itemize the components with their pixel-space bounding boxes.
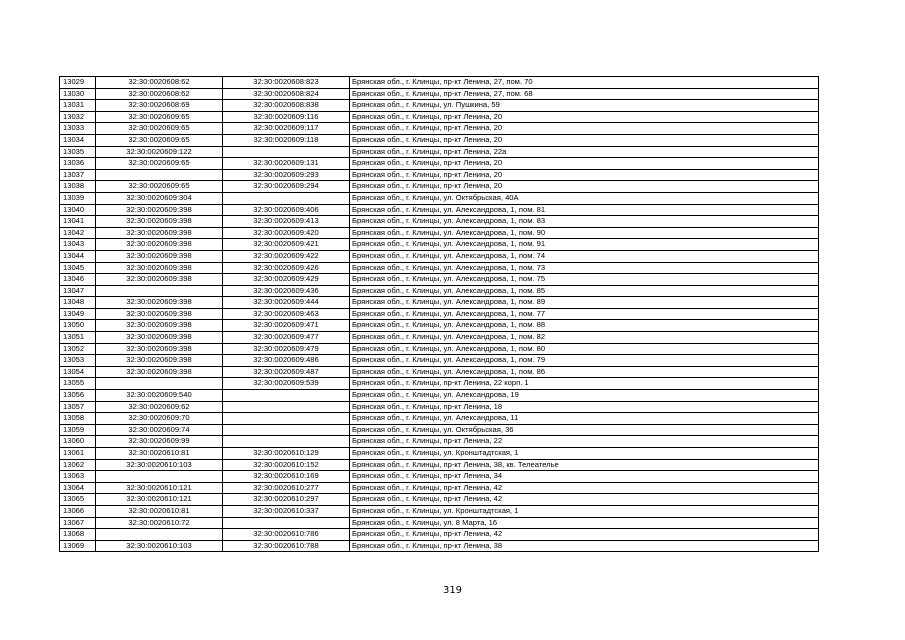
address-cell: Брянская обл., г. Клинцы, ул. Кронштадтская, 1 xyxy=(350,448,819,460)
address-cell: Брянская обл., г. Клинцы, пр-кт Ленина, 42 xyxy=(350,482,819,494)
address-cell: Брянская обл., г. Клинцы, пр-кт Ленина, 38, кв. Телеателье xyxy=(350,459,819,471)
record-number-cell: 13069 xyxy=(60,540,96,552)
address-cell: Брянская обл., г. Клинцы, ул. Александрова, 11 xyxy=(350,413,819,425)
object-cadastral-number-cell: 32:30:0020610:337 xyxy=(223,505,350,517)
registry-table xyxy=(59,76,819,552)
object-cadastral-number-cell: 32:30:0020609:429 xyxy=(223,274,350,286)
record-number-cell: 13063 xyxy=(60,471,96,483)
record-number-cell: 13033 xyxy=(60,123,96,135)
record-number-cell: 13035 xyxy=(60,146,96,158)
parcel-cadastral-number-cell: 32:30:0020608:62 xyxy=(96,88,223,100)
object-cadastral-number-cell: 32:30:0020609:539 xyxy=(223,378,350,390)
table-row xyxy=(60,355,819,367)
address-cell: Брянская обл., г. Клинцы, пр-кт Ленина, 20 xyxy=(350,134,819,146)
table-row xyxy=(60,332,819,344)
parcel-cadastral-number-cell: 32:30:0020610:81 xyxy=(96,505,223,517)
address-cell: Брянская обл., г. Клинцы, ул. Александрова, 1, пом. 73 xyxy=(350,262,819,274)
parcel-cadastral-number-cell: 32:30:0020610:81 xyxy=(96,448,223,460)
address-cell: Брянская обл., г. Клинцы, ул. Александрова, 1, пом. 85 xyxy=(350,285,819,297)
object-cadastral-number-cell: 32:30:0020609:477 xyxy=(223,332,350,344)
object-cadastral-number-cell: 32:30:0020609:406 xyxy=(223,204,350,216)
parcel-cadastral-number-cell: 32:30:0020609:65 xyxy=(96,111,223,123)
table-row xyxy=(60,227,819,239)
table-row xyxy=(60,239,819,251)
object-cadastral-number-cell xyxy=(223,192,350,204)
address-cell: Брянская обл., г. Клинцы, ул. 8 Марта, 16 xyxy=(350,517,819,529)
parcel-cadastral-number-cell: 32:30:0020609:70 xyxy=(96,413,223,425)
record-number-cell: 13037 xyxy=(60,169,96,181)
table-row xyxy=(60,517,819,529)
object-cadastral-number-cell: 32:30:0020610:788 xyxy=(223,540,350,552)
address-cell: Брянская обл., г. Клинцы, пр-кт Ленина, 20 xyxy=(350,123,819,135)
table-row xyxy=(60,471,819,483)
address-cell: Брянская обл., г. Клинцы, ул. Александрова, 1, пом. 75 xyxy=(350,274,819,286)
record-number-cell: 13042 xyxy=(60,227,96,239)
parcel-cadastral-number-cell: 32:30:0020609:122 xyxy=(96,146,223,158)
table-row xyxy=(60,274,819,286)
address-cell: Брянская обл., г. Клинцы, пр-кт Ленина, 42 xyxy=(350,529,819,541)
table-row xyxy=(60,297,819,309)
record-number-cell: 13056 xyxy=(60,390,96,402)
address-cell: Брянская обл., г. Клинцы, ул. Александрова, 19 xyxy=(350,390,819,402)
table-row xyxy=(60,413,819,425)
object-cadastral-number-cell xyxy=(223,390,350,402)
address-cell: Брянская обл., г. Клинцы, ул. Александрова, 1, пом. 90 xyxy=(350,227,819,239)
record-number-cell: 13051 xyxy=(60,332,96,344)
table-row xyxy=(60,390,819,402)
table-row xyxy=(60,308,819,320)
parcel-cadastral-number-cell: 32:30:0020610:121 xyxy=(96,494,223,506)
record-number-cell: 13036 xyxy=(60,158,96,170)
object-cadastral-number-cell: 32:30:0020609:486 xyxy=(223,355,350,367)
table-row xyxy=(60,448,819,460)
object-cadastral-number-cell: 32:30:0020609:436 xyxy=(223,285,350,297)
table-row xyxy=(60,343,819,355)
record-number-cell: 13041 xyxy=(60,216,96,228)
record-number-cell: 13058 xyxy=(60,413,96,425)
table-row xyxy=(60,169,819,181)
parcel-cadastral-number-cell: 32:30:0020609:65 xyxy=(96,123,223,135)
record-number-cell: 13066 xyxy=(60,505,96,517)
object-cadastral-number-cell: 32:30:0020608:838 xyxy=(223,100,350,112)
object-cadastral-number-cell: 32:30:0020609:420 xyxy=(223,227,350,239)
parcel-cadastral-number-cell: 32:30:0020609:65 xyxy=(96,134,223,146)
address-cell: Брянская обл., г. Клинцы, пр-кт Ленина, 22 xyxy=(350,436,819,448)
address-cell: Брянская обл., г. Клинцы, ул. Пушкина, 59 xyxy=(350,100,819,112)
table-row xyxy=(60,482,819,494)
parcel-cadastral-number-cell xyxy=(96,529,223,541)
object-cadastral-number-cell xyxy=(223,424,350,436)
object-cadastral-number-cell xyxy=(223,401,350,413)
object-cadastral-number-cell: 32:30:0020610:297 xyxy=(223,494,350,506)
object-cadastral-number-cell: 32:30:0020610:129 xyxy=(223,448,350,460)
parcel-cadastral-number-cell: 32:30:0020609:398 xyxy=(96,250,223,262)
record-number-cell: 13054 xyxy=(60,366,96,378)
record-number-cell: 13040 xyxy=(60,204,96,216)
table-row xyxy=(60,505,819,517)
table-row xyxy=(60,204,819,216)
parcel-cadastral-number-cell: 32:30:0020609:398 xyxy=(96,216,223,228)
table-row xyxy=(60,401,819,413)
object-cadastral-number-cell xyxy=(223,436,350,448)
table-row xyxy=(60,366,819,378)
table-row xyxy=(60,192,819,204)
address-cell: Брянская обл., г. Клинцы, пр-кт Ленина, 20 xyxy=(350,169,819,181)
table-row xyxy=(60,459,819,471)
object-cadastral-number-cell: 32:30:0020609:444 xyxy=(223,297,350,309)
parcel-cadastral-number-cell: 32:30:0020609:398 xyxy=(96,297,223,309)
address-cell: Брянская обл., г. Клинцы, ул. Александрова, 1, пом. 89 xyxy=(350,297,819,309)
parcel-cadastral-number-cell: 32:30:0020609:398 xyxy=(96,274,223,286)
object-cadastral-number-cell xyxy=(223,146,350,158)
table-row xyxy=(60,285,819,297)
record-number-cell: 13043 xyxy=(60,239,96,251)
registry-table-body xyxy=(60,77,819,552)
record-number-cell: 13052 xyxy=(60,343,96,355)
object-cadastral-number-cell xyxy=(223,517,350,529)
address-cell: Брянская обл., г. Клинцы, пр-кт Ленина, 20 xyxy=(350,111,819,123)
object-cadastral-number-cell: 32:30:0020609:294 xyxy=(223,181,350,193)
parcel-cadastral-number-cell: 32:30:0020609:304 xyxy=(96,192,223,204)
object-cadastral-number-cell: 32:30:0020609:421 xyxy=(223,239,350,251)
parcel-cadastral-number-cell xyxy=(96,378,223,390)
address-cell: Брянская обл., г. Клинцы, ул. Кронштадтская, 1 xyxy=(350,505,819,517)
address-cell: Брянская обл., г. Клинцы, ул. Александрова, 1, пом. 86 xyxy=(350,366,819,378)
object-cadastral-number-cell: 32:30:0020610:277 xyxy=(223,482,350,494)
record-number-cell: 13039 xyxy=(60,192,96,204)
table-row xyxy=(60,134,819,146)
object-cadastral-number-cell: 32:30:0020609:131 xyxy=(223,158,350,170)
parcel-cadastral-number-cell: 32:30:0020609:62 xyxy=(96,401,223,413)
address-cell: Брянская обл., г. Клинцы, пр-кт Ленина, 38 xyxy=(350,540,819,552)
record-number-cell: 13034 xyxy=(60,134,96,146)
parcel-cadastral-number-cell: 32:30:0020609:398 xyxy=(96,355,223,367)
table-row xyxy=(60,529,819,541)
record-number-cell: 13064 xyxy=(60,482,96,494)
parcel-cadastral-number-cell: 32:30:0020609:398 xyxy=(96,308,223,320)
table-row xyxy=(60,181,819,193)
parcel-cadastral-number-cell: 32:30:0020609:398 xyxy=(96,332,223,344)
address-cell: Брянская обл., г. Клинцы, пр-кт Ленина, 18 xyxy=(350,401,819,413)
record-number-cell: 13065 xyxy=(60,494,96,506)
table-row xyxy=(60,77,819,89)
object-cadastral-number-cell xyxy=(223,413,350,425)
address-cell: Брянская обл., г. Клинцы, пр-кт Ленина, 27, пом. 70 xyxy=(350,77,819,89)
table-row xyxy=(60,158,819,170)
parcel-cadastral-number-cell: 32:30:0020609:398 xyxy=(96,343,223,355)
table-row xyxy=(60,250,819,262)
parcel-cadastral-number-cell xyxy=(96,471,223,483)
address-cell: Брянская обл., г. Клинцы, ул. Александрова, 1, пом. 82 xyxy=(350,332,819,344)
table-row xyxy=(60,146,819,158)
record-number-cell: 13053 xyxy=(60,355,96,367)
address-cell: Брянская обл., г. Клинцы, ул. Александрова, 1, пом. 80 xyxy=(350,343,819,355)
address-cell: Брянская обл., г. Клинцы, ул. Александрова, 1, пом. 79 xyxy=(350,355,819,367)
object-cadastral-number-cell: 32:30:0020610:152 xyxy=(223,459,350,471)
table-row xyxy=(60,262,819,274)
parcel-cadastral-number-cell: 32:30:0020608:62 xyxy=(96,77,223,89)
table-row xyxy=(60,494,819,506)
table-row xyxy=(60,88,819,100)
object-cadastral-number-cell: 32:30:0020609:293 xyxy=(223,169,350,181)
object-cadastral-number-cell: 32:30:0020609:426 xyxy=(223,262,350,274)
object-cadastral-number-cell: 32:30:0020609:422 xyxy=(223,250,350,262)
parcel-cadastral-number-cell: 32:30:0020610:72 xyxy=(96,517,223,529)
record-number-cell: 13067 xyxy=(60,517,96,529)
table-row xyxy=(60,216,819,228)
parcel-cadastral-number-cell xyxy=(96,169,223,181)
address-cell: Брянская обл., г. Клинцы, ул. Александрова, 1, пом. 77 xyxy=(350,308,819,320)
parcel-cadastral-number-cell: 32:30:0020610:103 xyxy=(96,459,223,471)
object-cadastral-number-cell: 32:30:0020609:471 xyxy=(223,320,350,332)
table-row xyxy=(60,378,819,390)
record-number-cell: 13055 xyxy=(60,378,96,390)
page-number: 319 xyxy=(442,585,463,596)
record-number-cell: 13048 xyxy=(60,297,96,309)
record-number-cell: 13060 xyxy=(60,436,96,448)
address-cell: Брянская обл., г. Клинцы, ул. Октябрьская, 40А xyxy=(350,192,819,204)
object-cadastral-number-cell: 32:30:0020609:479 xyxy=(223,343,350,355)
table-row xyxy=(60,320,819,332)
object-cadastral-number-cell: 32:30:0020610:169 xyxy=(223,471,350,483)
address-cell: Брянская обл., г. Клинцы, пр-кт Ленина, 22а xyxy=(350,146,819,158)
address-cell: Брянская обл., г. Клинцы, ул. Александрова, 1, пом. 74 xyxy=(350,250,819,262)
object-cadastral-number-cell: 32:30:0020610:786 xyxy=(223,529,350,541)
parcel-cadastral-number-cell: 32:30:0020609:398 xyxy=(96,227,223,239)
object-cadastral-number-cell: 32:30:0020609:463 xyxy=(223,308,350,320)
record-number-cell: 13047 xyxy=(60,285,96,297)
record-number-cell: 13046 xyxy=(60,274,96,286)
record-number-cell: 13057 xyxy=(60,401,96,413)
object-cadastral-number-cell: 32:30:0020608:824 xyxy=(223,88,350,100)
parcel-cadastral-number-cell: 32:30:0020609:398 xyxy=(96,239,223,251)
address-cell: Брянская обл., г. Клинцы, пр-кт Ленина, 42 xyxy=(350,494,819,506)
record-number-cell: 13061 xyxy=(60,448,96,460)
object-cadastral-number-cell: 32:30:0020609:487 xyxy=(223,366,350,378)
table-row xyxy=(60,540,819,552)
address-cell: Брянская обл., г. Клинцы, пр-кт Ленина, 34 xyxy=(350,471,819,483)
object-cadastral-number-cell: 32:30:0020609:116 xyxy=(223,111,350,123)
record-number-cell: 13038 xyxy=(60,181,96,193)
table-row xyxy=(60,424,819,436)
record-number-cell: 13062 xyxy=(60,459,96,471)
record-number-cell: 13068 xyxy=(60,529,96,541)
record-number-cell: 13050 xyxy=(60,320,96,332)
address-cell: Брянская обл., г. Клинцы, пр-кт Ленина, 22 корп. 1 xyxy=(350,378,819,390)
parcel-cadastral-number-cell: 32:30:0020609:398 xyxy=(96,262,223,274)
record-number-cell: 13045 xyxy=(60,262,96,274)
parcel-cadastral-number-cell: 32:30:0020609:540 xyxy=(96,390,223,402)
parcel-cadastral-number-cell: 32:30:0020608:69 xyxy=(96,100,223,112)
object-cadastral-number-cell: 32:30:0020609:118 xyxy=(223,134,350,146)
address-cell: Брянская обл., г. Клинцы, ул. Октябрьская, 36 xyxy=(350,424,819,436)
table-row xyxy=(60,100,819,112)
address-cell: Брянская обл., г. Клинцы, пр-кт Ленина, 27, пом. 68 xyxy=(350,88,819,100)
object-cadastral-number-cell: 32:30:0020609:413 xyxy=(223,216,350,228)
address-cell: Брянская обл., г. Клинцы, ул. Александрова, 1, пом. 83 xyxy=(350,216,819,228)
table-row xyxy=(60,123,819,135)
record-number-cell: 13059 xyxy=(60,424,96,436)
parcel-cadastral-number-cell: 32:30:0020610:121 xyxy=(96,482,223,494)
parcel-cadastral-number-cell: 32:30:0020609:65 xyxy=(96,158,223,170)
parcel-cadastral-number-cell xyxy=(96,285,223,297)
record-number-cell: 13049 xyxy=(60,308,96,320)
parcel-cadastral-number-cell: 32:30:0020609:398 xyxy=(96,204,223,216)
record-number-cell: 13031 xyxy=(60,100,96,112)
parcel-cadastral-number-cell: 32:30:0020609:398 xyxy=(96,320,223,332)
address-cell: Брянская обл., г. Клинцы, ул. Александрова, 1, пом. 88 xyxy=(350,320,819,332)
parcel-cadastral-number-cell: 32:30:0020609:398 xyxy=(96,366,223,378)
address-cell: Брянская обл., г. Клинцы, пр-кт Ленина, 20 xyxy=(350,181,819,193)
address-cell: Брянская обл., г. Клинцы, ул. Александрова, 1, пом. 91 xyxy=(350,239,819,251)
parcel-cadastral-number-cell: 32:30:0020609:74 xyxy=(96,424,223,436)
parcel-cadastral-number-cell: 32:30:0020609:99 xyxy=(96,436,223,448)
table-row xyxy=(60,111,819,123)
address-cell: Брянская обл., г. Клинцы, ул. Александрова, 1, пом. 81 xyxy=(350,204,819,216)
parcel-cadastral-number-cell: 32:30:0020609:65 xyxy=(96,181,223,193)
record-number-cell: 13032 xyxy=(60,111,96,123)
record-number-cell: 13029 xyxy=(60,77,96,89)
parcel-cadastral-number-cell: 32:30:0020610:103 xyxy=(96,540,223,552)
object-cadastral-number-cell: 32:30:0020609:117 xyxy=(223,123,350,135)
address-cell: Брянская обл., г. Клинцы, пр-кт Ленина, 20 xyxy=(350,158,819,170)
table-row xyxy=(60,436,819,448)
object-cadastral-number-cell: 32:30:0020608:823 xyxy=(223,77,350,89)
record-number-cell: 13044 xyxy=(60,250,96,262)
record-number-cell: 13030 xyxy=(60,88,96,100)
